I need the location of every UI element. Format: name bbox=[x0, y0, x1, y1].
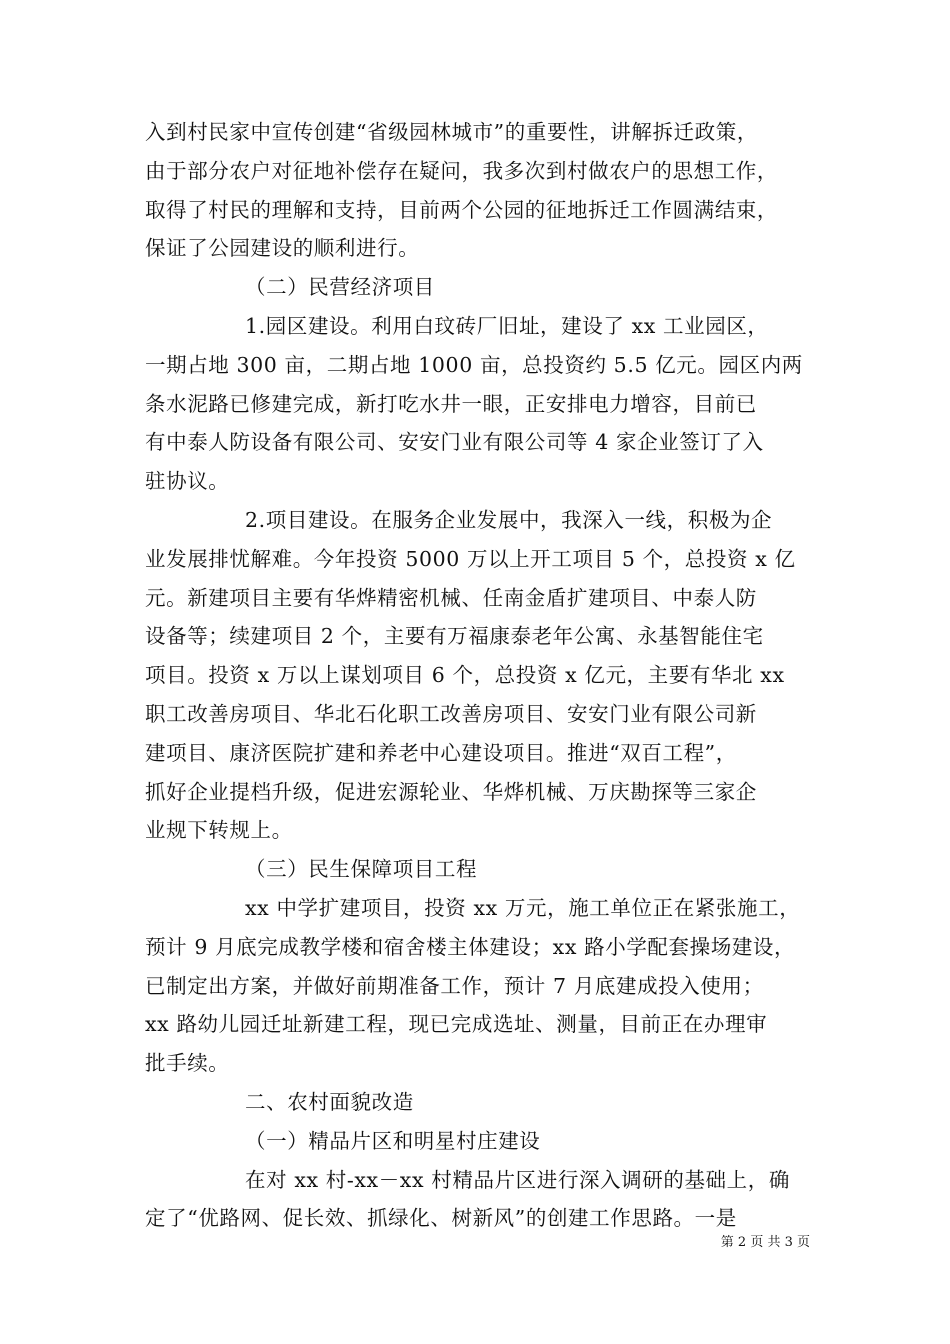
text-line: 已制定出方案，并做好前期准备工作，预计 7 月底建成投入使用； bbox=[145, 973, 764, 998]
text-line: 1.园区建设。利用白玟砖厂旧址，建设了 xx 工业园区， bbox=[245, 313, 769, 338]
text-line: 预计 9 月底完成教学楼和宿舍楼主体建设；xx 路小学配套操场建设， bbox=[145, 934, 796, 959]
section-heading: （一）精品片区和明星村庄建设 bbox=[245, 1128, 541, 1153]
text-line: 入到村民家中宣传创建“省级园林城市”的重要性，讲解拆迁政策， bbox=[145, 120, 758, 144]
text-line: 业发展排忧解难。今年投资 5000 万以上开工项目 5 个，总投资 x 亿 bbox=[145, 546, 796, 571]
text-line: 一期占地 300 亩，二期占地 1000 亩，总投资约 5.5 亿元。园区内两 bbox=[145, 352, 803, 377]
text-line: 保证了公园建设的顺利进行。 bbox=[145, 236, 420, 261]
text-line: 驻协议。 bbox=[145, 469, 230, 494]
page-number: 第 2 页 共 3 页 bbox=[720, 1235, 810, 1250]
text-line: 项目。投资 x 万以上谋划项目 6 个，总投资 x 亿元，主要有华北 xx bbox=[145, 663, 785, 688]
text-line: 有中泰人防设备有限公司、安安门业有限公司等 4 家企业签订了入 bbox=[145, 430, 764, 455]
section-heading: （三）民生保障项目工程 bbox=[245, 857, 478, 882]
text-line: 2.项目建设。在服务企业发展中，我深入一线，积极为企 bbox=[245, 507, 773, 532]
text-line: 在对 xx 村-xx－xx 村精品片区进行深入调研的基础上，确 bbox=[245, 1167, 790, 1192]
text-line: 建项目、康济医院扩建和养老中心建设项目。推进“双百工程”， bbox=[145, 740, 737, 765]
text-line: xx 路幼儿园迁址新建工程，现已完成选址、测量，目前正在办理审 bbox=[145, 1012, 768, 1037]
text-line: 业规下转规上。 bbox=[145, 818, 293, 843]
text-line: 元。新建项目主要有华烨精密机械、任南金盾扩建项目、中泰人防 bbox=[145, 585, 757, 610]
section-heading: 二、农村面貌改造 bbox=[245, 1089, 414, 1114]
text-line: 定了“优路网、促长效、抓绿化、树新风”的创建工作思路。一是 bbox=[145, 1206, 737, 1231]
text-line: 条水泥路已修建完成，新打吃水井一眼，正安排电力增容，目前已 bbox=[145, 391, 757, 416]
body-text bbox=[145, 113, 810, 1238]
text-line: 批手续。 bbox=[145, 1051, 230, 1076]
text-line: 抓好企业提档升级，促进宏源轮业、华烨机械、万庆勘探等三家企 bbox=[145, 779, 757, 804]
text-line: 职工改善房项目、华北石化职工改善房项目、安安门业有限公司新 bbox=[145, 701, 757, 726]
section-heading: （二）民营经济项目 bbox=[245, 275, 435, 300]
text-line: xx 中学扩建项目，投资 xx 万元，施工单位正在紧张施工， bbox=[245, 895, 801, 920]
text-line: 由于部分农户对征地补偿存在疑问，我多次到村做农户的思想工作， bbox=[145, 158, 778, 183]
text-line: 取得了村民的理解和支持，目前两个公园的征地拆迁工作圆满结束， bbox=[145, 197, 778, 222]
text-line: 设备等；续建项目 2 个，主要有万福康泰老年公寓、永基智能住宅 bbox=[145, 624, 764, 649]
